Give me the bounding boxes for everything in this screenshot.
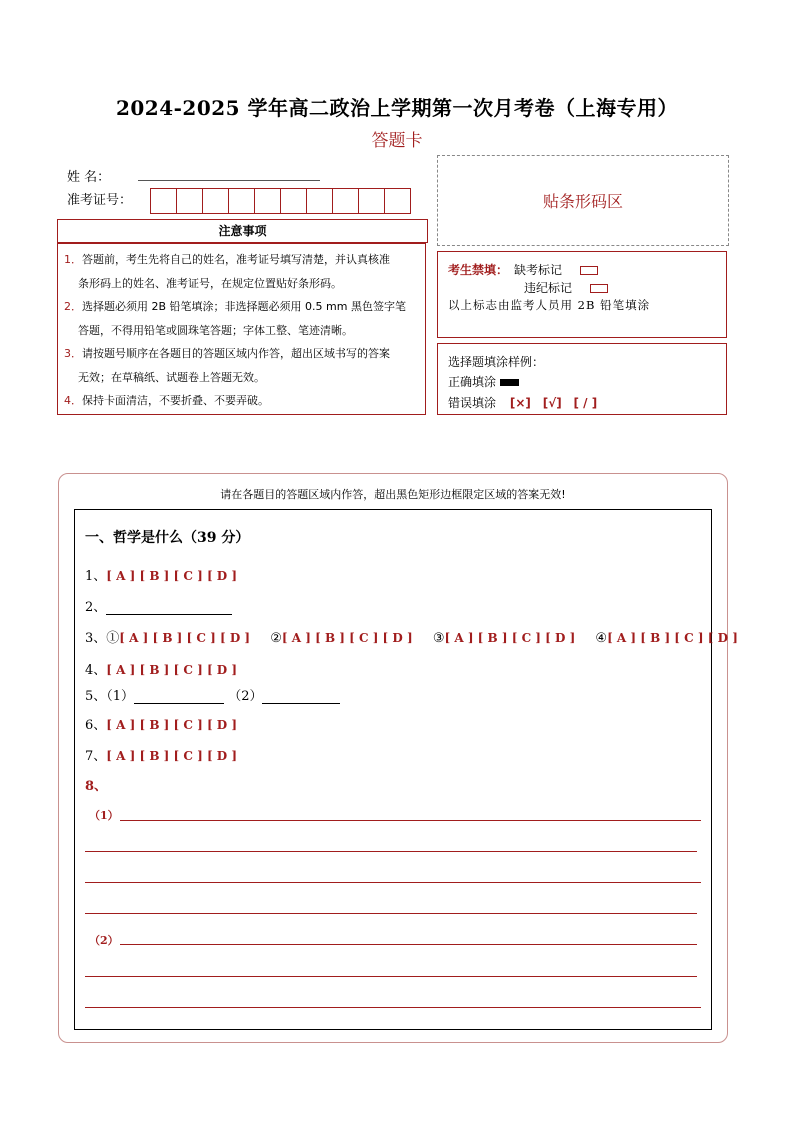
question-4: 4、[ A ] [ B ] [ C ] [ D ] — [85, 663, 238, 678]
notice-box — [57, 243, 426, 415]
name-label: 姓 名： — [67, 170, 111, 185]
notice-heading: 注意事项 — [57, 219, 428, 243]
barcode-label: 贴条形码区 — [542, 192, 623, 211]
id-box[interactable] — [359, 189, 385, 213]
answer-line[interactable] — [85, 913, 697, 914]
notice-item: 无效；在草稿纸、试题卷上答题无效。 — [78, 370, 265, 384]
forbidden-note: 以上标志由监考人员用 2B 铅笔填涂 — [448, 298, 651, 312]
fill-example-title: 选择题填涂样例： — [448, 355, 545, 369]
page-title: 2024-2025 学年高二政治上学期第一次月考卷（上海专用） — [115, 96, 679, 120]
violation-mark[interactable] — [590, 284, 608, 293]
options[interactable]: [ A ] [ B ] [ C ] [ D ] — [106, 718, 238, 732]
options[interactable]: [ A ] [ B ] [ C ] [ D ] — [119, 631, 251, 645]
id-box[interactable] — [203, 189, 229, 213]
answer-line[interactable] — [120, 944, 697, 945]
id-box[interactable] — [281, 189, 307, 213]
correct-fill-label: 正确填涂 — [448, 375, 497, 389]
id-box[interactable] — [229, 189, 255, 213]
id-box[interactable] — [151, 189, 177, 213]
violation-label: 违纪标记 — [524, 281, 573, 295]
name-field[interactable] — [138, 180, 320, 181]
answer-blank[interactable] — [262, 702, 340, 704]
absent-label: 缺考标记 — [514, 263, 563, 277]
question-3: 3、①[ A ] [ B ] [ C ] [ D ] ②[ A ] [ B ] [ C ] [ D ] ③[ A ] [ B ] [ C ] [ D ] ④[ A ] [ B ] [ C ] [ D ] — [85, 631, 738, 646]
answer-line[interactable] — [85, 976, 697, 977]
answer-area-note: 请在各题目的答题区域内作答，超出黑色矩形边框限定区域的答案无效! — [220, 488, 566, 501]
question-6: 6、[ A ] [ B ] [ C ] [ D ] — [85, 718, 238, 733]
options[interactable]: [ A ] [ B ] [ C ] [ D ] — [607, 631, 738, 645]
question-2: 2、 — [85, 596, 232, 615]
id-box[interactable] — [385, 189, 410, 213]
options[interactable]: [ A ] [ B ] [ C ] [ D ] — [106, 749, 238, 763]
correct-fill-sample — [500, 379, 519, 386]
answer-blank[interactable] — [106, 613, 232, 615]
options[interactable]: [ A ] [ B ] [ C ] [ D ] — [106, 663, 238, 677]
fill-example-box — [437, 343, 727, 415]
id-label: 准考证号： — [67, 193, 133, 208]
q8-part-2-label: （2） — [89, 934, 119, 947]
answer-blank[interactable] — [134, 702, 224, 704]
answer-area-inner — [74, 509, 712, 1030]
forbidden-box — [437, 251, 727, 338]
notice-item: 1．答题前，考生先将自己的姓名，准考证号填写清楚，并认真核准 — [64, 253, 390, 266]
wrong-mark: [ / ] — [573, 396, 598, 410]
notice-item: 4．保持卡面清洁，不要折叠、不要弄破。 — [64, 394, 269, 407]
id-box[interactable] — [333, 189, 359, 213]
answer-line[interactable] — [85, 1007, 701, 1008]
id-box[interactable] — [177, 189, 203, 213]
notice-item: 答题，不得用铅笔或圆珠笔答题；字体工整、笔迹清晰。 — [78, 323, 353, 337]
id-box[interactable] — [307, 189, 333, 213]
section-title: 一、哲学是什么（39 分） — [85, 530, 250, 546]
question-1: 1、[ A ] [ B ] [ C ] [ D ] — [85, 569, 238, 584]
answer-line[interactable] — [85, 882, 701, 883]
wrong-mark: [√] — [542, 396, 562, 410]
wrong-mark: [×] — [509, 396, 531, 410]
notice-item: 3．请按题号顺序在各题目的答题区域内作答，超出区域书写的答案 — [64, 347, 390, 360]
q8-part-1-label: （1） — [89, 809, 119, 822]
notice-item: 2．选择题必须用 2B 铅笔填涂；非选择题必须用 0.5 mm 黑色签字笔 — [64, 300, 406, 313]
question-5: 5、（1） （2） — [85, 685, 340, 704]
answer-line[interactable] — [120, 820, 701, 821]
page-subtitle: 答题卡 — [371, 131, 423, 151]
options[interactable]: [ A ] [ B ] [ C ] [ D ] — [106, 569, 238, 583]
wrong-fill-label: 错误填涂 — [448, 396, 497, 410]
forbidden-label: 考生禁填： — [448, 263, 509, 277]
question-8: 8、 — [85, 779, 108, 794]
barcode-area — [437, 155, 729, 246]
answer-line[interactable] — [85, 851, 697, 852]
id-box[interactable] — [255, 189, 281, 213]
absent-mark[interactable] — [580, 266, 598, 275]
options[interactable]: [ A ] [ B ] [ C ] [ D ] — [281, 631, 413, 645]
options[interactable]: [ A ] [ B ] [ C ] [ D ] — [444, 631, 576, 645]
notice-item: 条形码上的姓名、准考证号，在规定位置贴好条形码。 — [78, 276, 342, 290]
question-7: 7、[ A ] [ B ] [ C ] [ D ] — [85, 749, 238, 764]
id-boxes[interactable] — [150, 188, 411, 214]
